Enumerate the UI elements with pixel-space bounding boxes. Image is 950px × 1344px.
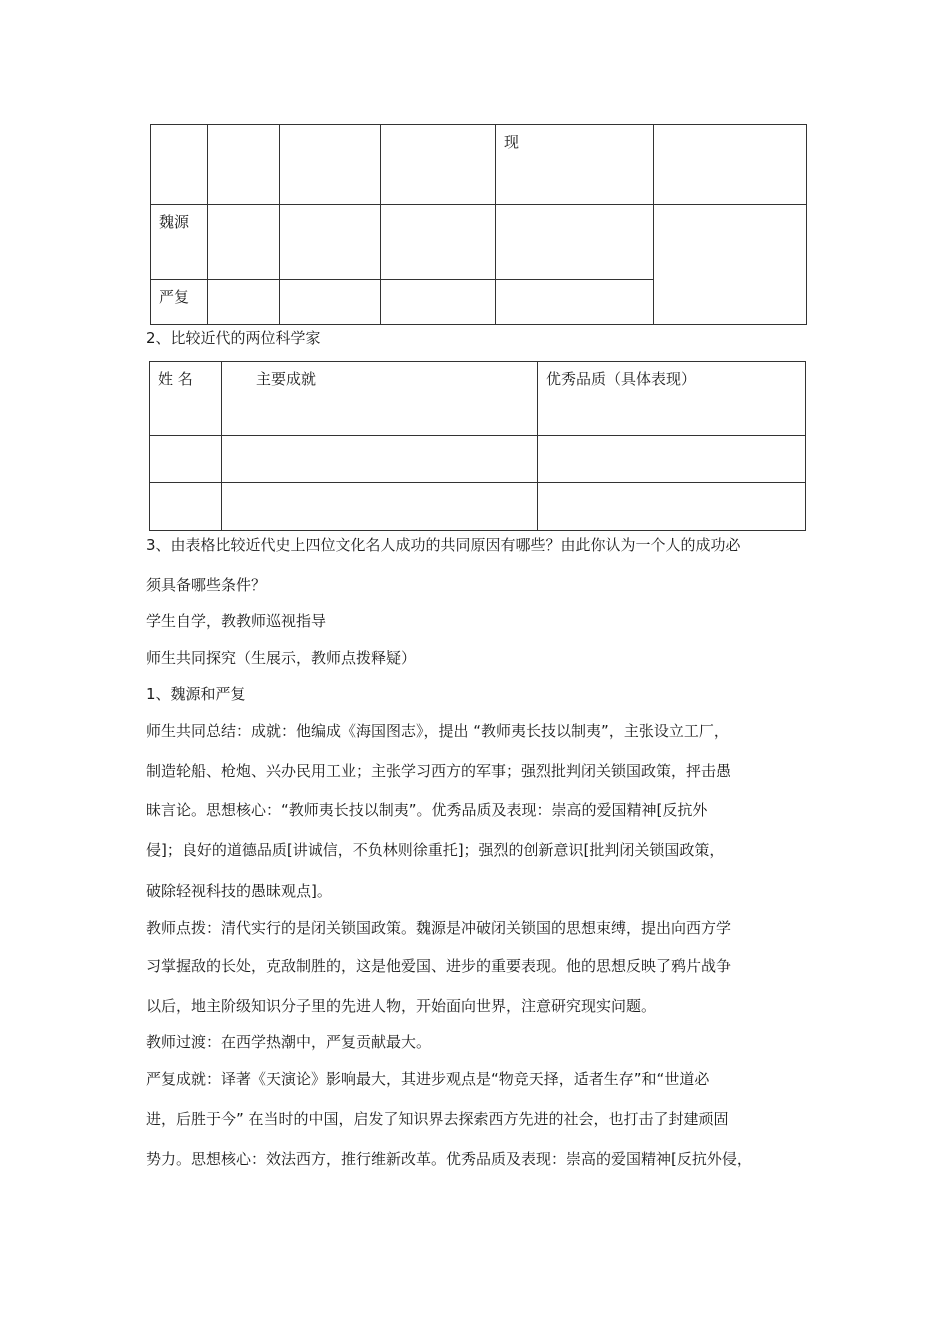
paragraph-line: 制造轮船、枪炮、兴办民用工业；主张学习西方的军事；强烈批判闭关锁国政策，抨击愚 [146,762,732,780]
row-name-weiyuan: 魏源 [151,205,208,280]
table-cell [222,483,538,531]
paragraph-line: 以后，地主阶级知识分子里的先进人物，开始面向世界，注意研究现实问题。 [146,997,657,1015]
table-cell [208,280,280,325]
table-cell: 现 [496,125,654,205]
table-cell-merged [654,205,807,325]
paragraph-line: 师生共同探究（生展示，教师点拨释疑） [146,649,417,667]
paragraph-line: 教师点拨：清代实行的是闭关锁国政策。魏源是冲破闭关锁国的思想束缚，提出向西方学 [146,919,732,937]
paragraph-line: 习掌握敌的长处，克敌制胜的，这是他爱国、进步的重要表现。他的思想反映了鸦片战争 [146,957,732,975]
paragraph-line: 师生共同总结：成就：他编成《海国图志》，提出 “教师夷长技以制夷”，主张设立工厂， [146,722,729,740]
table-cell [538,483,806,531]
paragraph-line: 侵]；良好的道德品质[讲诚信，不负林则徐重托]；强烈的创新意识[批判闭关锁国政策， [146,841,725,859]
paragraph-line: 须具备哪些条件？ [146,576,267,594]
section-heading-weiyuan-yanfu: 1、魏源和严复 [146,685,246,703]
paragraph-line: 教师过渡：在西学热潮中，严复贡献最大。 [146,1033,432,1051]
section-heading-scientists: 2、比较近代的两位科学家 [146,329,321,347]
paragraph-line: 昧言论。思想核心：“教师夷长技以制夷”。优秀品质及表现：崇高的爱国精神[反抗外 [146,801,708,819]
paragraph-line: 严复成就：译著《天演论》影响最大，其进步观点是“物竞天择，适者生存”和“世道必 [146,1070,710,1088]
table-cell [654,125,807,205]
table-cell [381,205,496,280]
table-cell [150,483,222,531]
table-cell [496,280,654,325]
table-cell [280,280,381,325]
paragraph-line: 进，后胜于今” 在当时的中国，启发了知识界去探索西方先进的社会，也打击了封建顽固 [146,1110,729,1128]
table-cell [381,125,496,205]
comparison-table-scientists [149,361,806,531]
table-cell [208,125,280,205]
paragraph-line: 势力。思想核心：效法西方，推行维新改革。优秀品质及表现：崇高的爱国精神[反抗外侵， [146,1150,752,1168]
header-achievements: 主要成就 [222,362,538,436]
paragraph-line: 破除轻视科技的愚昧观点]。 [146,882,332,900]
header-name: 姓 名 [150,362,222,436]
paragraph-line: 3、由表格比较近代史上四位文化名人成功的共同原因有哪些？由此你认为一个人的成功必 [146,536,741,554]
table-cell [280,125,381,205]
row-name-yanfu: 严复 [151,280,208,325]
comparison-table-thinkers [150,124,807,325]
header-qualities: 优秀品质（具体表现） [538,362,806,436]
table-cell [150,436,222,483]
table-cell [151,125,208,205]
table-cell [538,436,806,483]
table-cell [280,205,381,280]
table-cell [222,436,538,483]
table-cell [496,205,654,280]
table-cell [381,280,496,325]
paragraph-line: 学生自学，教教师巡视指导 [146,612,327,630]
table-cell [208,205,280,280]
